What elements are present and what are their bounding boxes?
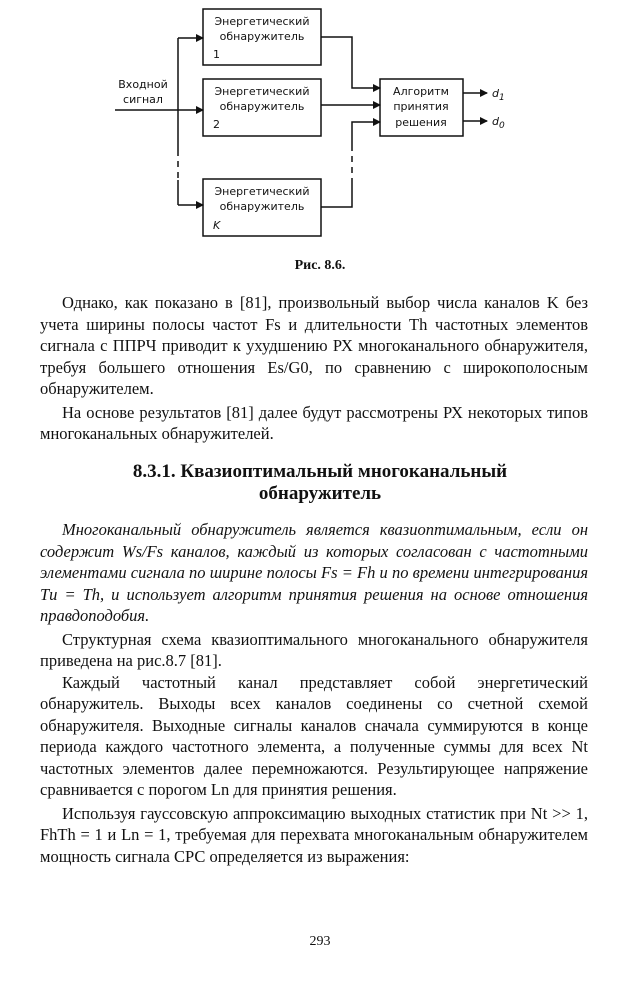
paragraph-5: Используя гауссовскую аппроксимацию выходных статистик при Nt >> 1, FhTh = 1 и Ln = 1, требуемая для перехвата многоканальным обнаружителем мощность сигнала СРС определяется из выражения:: [40, 803, 588, 866]
algorithm-line2: принятия: [393, 100, 449, 113]
merge-line-lower: [352, 122, 380, 145]
paragraph-4: Каждый частотный канал представляет собой энергетический обнаружитель. Выходы всех каналов соединены со счетной схемой обнаружителя. Выходные сигналы каналов сначала суммируются в конце периода каждого частотного элемента, а полученные суммы для всех Nt частотных элементов далее перемножаются. Результирующее напряжение сравнивается с порогом Ln для принятия решения.: [40, 672, 588, 799]
detector-1-line3: 1: [213, 48, 220, 61]
page-number: 293: [309, 934, 331, 949]
section-heading-line1: 8.3.1. Квазиоптимальный многоканальный: [132, 461, 508, 482]
detector-k-line2: обнаружитель: [219, 200, 305, 213]
block-diagram: [0, 0, 640, 255]
detector-k-output: [321, 180, 352, 207]
section-heading-line2: обнаружитель: [258, 483, 382, 504]
detector-2-line3: 2: [213, 118, 220, 131]
detector-k-line3: K: [213, 219, 221, 232]
input-label-line2: сигнал: [123, 93, 163, 106]
detector-2-line1: Энергетический: [214, 85, 310, 98]
body-block-2: [40, 519, 588, 867]
figure-caption: Рис. 8.6.: [294, 258, 346, 273]
detector-1-line1: Энергетический: [214, 15, 310, 28]
body-block-1: [40, 292, 588, 445]
italic-paragraph: Многоканальный обнаружитель является квазиоптимальным, если он содержит Ws/Fs каналов, каждый из которых согласован с частотными элементами сигнала по ширине полосы Fs = Fh и по времени интегрирования Tи = Th, и использует алгоритм принятия решения на основе отношения правдоподобия.: [40, 520, 588, 625]
paragraph-1: Однако, как показано в [81], произвольный выбор числа каналов K без учета ширины полосы частот Fs и длительности Th частотных элементов сигнала с ППРЧ приводит к ухудшению РХ многоканального обнаружителя, требуя большего отношения Es/G0, по сравнению с широкополосным обнаружителем.: [40, 293, 588, 398]
paragraph-2: На основе результатов [81] далее будут рассмотрены РХ некоторых типов многоканальных обнаружителей.: [40, 402, 588, 443]
detector-1-output: [321, 37, 380, 88]
algorithm-line1: Алгоритм: [393, 85, 449, 98]
detector-k-line1: Энергетический: [214, 185, 310, 198]
detector-1-line2: обнаружитель: [219, 30, 305, 43]
output-label-d0: $d_0$: [492, 115, 505, 131]
detector-2-line2: обнаружитель: [219, 100, 305, 113]
input-label-line1: Входной: [118, 78, 168, 91]
output-label-d1: $d_1$: [492, 87, 505, 103]
paragraph-3: Структурная схема квазиоптимального многоканального обнаружителя приведена на рис.8.7 [81].: [40, 629, 588, 670]
section-heading: [0, 461, 640, 505]
algorithm-line3: решения: [395, 116, 447, 129]
